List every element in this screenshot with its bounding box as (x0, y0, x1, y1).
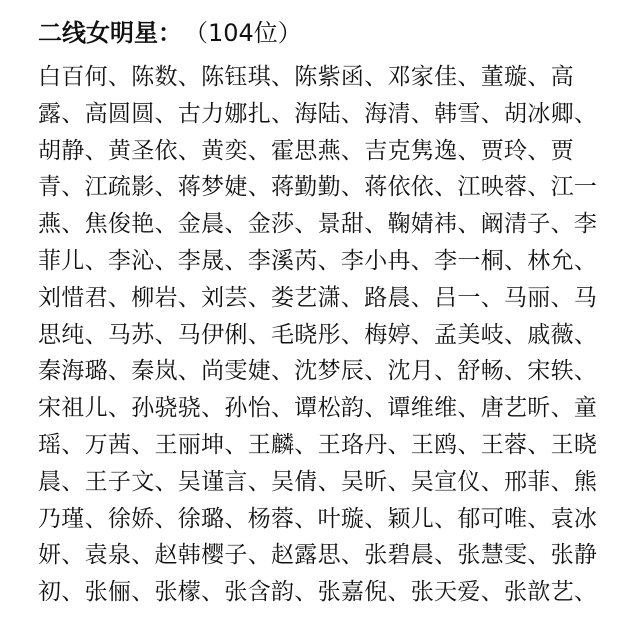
text-line: 宋祖儿、孙骁骁、孙怡、谭松韵、谭维维、唐艺昕、童 (38, 395, 598, 422)
text-line: 白百何、陈数、陈钰琪、陈紫函、邓家佳、董璇、高 (38, 64, 574, 90)
section-heading (38, 13, 302, 53)
heading-title: 二线女明星 (38, 19, 158, 47)
text-line: 初、张俪、张檬、张含韵、张嘉倪、张天爱、张歆艺、 (38, 579, 598, 606)
text-line: 露、高圆圆、古力娜扎、海陆、海清、韩雪、胡冰卿、 (38, 100, 598, 127)
name-list (38, 59, 638, 611)
text-line: 胡静、黄圣依、黄奕、霍思燕、吉克隽逸、贾玲、贾 (38, 137, 574, 164)
text-line: 青、江疏影、蒋梦婕、蒋勤勤、蒋依依、江映蓉、江一 (38, 174, 598, 201)
text-line: 妍、袁泉、赵韩樱子、赵露思、张碧晨、张慧雯、张静 (38, 542, 598, 569)
heading-count: （104位） (196, 19, 302, 47)
text-line: 乃瑾、徐娇、徐璐、杨蓉、叶璇、颖儿、郁可唯、袁冰 (38, 505, 598, 532)
text-line: 刘惜君、柳岩、刘芸、娄艺潇、路晨、吕一、马丽、马 (38, 284, 598, 311)
text-line: 秦海璐、秦岚、尚雯婕、沈梦辰、沈月、舒畅、宋轶、 (38, 358, 598, 385)
text-line: 燕、焦俊艳、金晨、金莎、景甜、鞠婧祎、阚清子、李 (38, 211, 598, 238)
text-line: 晨、王子文、吴谨言、吴倩、吴昕、吴宣仪、邢菲、熊 (38, 468, 598, 495)
text-line: 菲儿、李沁、李晟、李溪芮、李小冉、李一桐、林允、 (38, 247, 598, 274)
text-line: 思纯、马苏、马伊俐、毛晓彤、梅婷、孟美岐、戚薇、 (38, 321, 598, 348)
heading-colon: ： (158, 19, 182, 47)
text-line: 瑶、万茜、王丽坤、王麟、王珞丹、王鸥、王蓉、王晓 (38, 431, 598, 458)
